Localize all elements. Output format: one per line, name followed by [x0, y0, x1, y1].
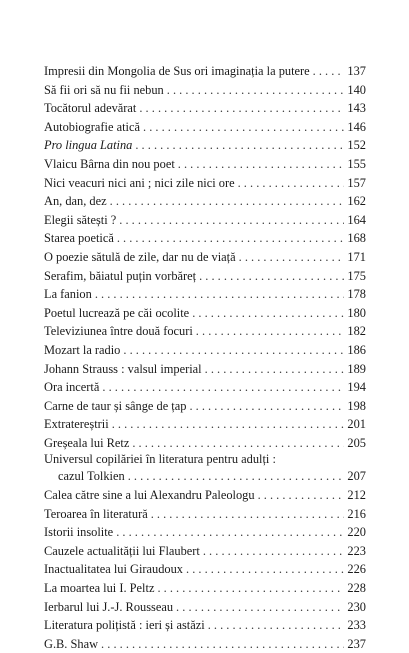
toc-entry-title: Autobiografie atică: [44, 119, 140, 134]
toc-entry: [44, 62, 366, 81]
toc-entry-page-number: 168: [347, 231, 366, 246]
dot-leader: [101, 635, 344, 653]
dot-leader: [196, 322, 345, 341]
toc-entry-page-number: 201: [347, 417, 366, 432]
dot-leader: [95, 285, 345, 304]
toc-entry: [44, 486, 366, 505]
dot-leader: [192, 304, 344, 323]
toc-entry-page-number: 226: [347, 562, 366, 577]
toc-entry: [44, 229, 366, 248]
toc-entry-title: Greșeala lui Retz: [44, 435, 130, 450]
toc-entry-title: Carne de taur și sânge de țap: [44, 398, 187, 413]
dot-leader: [157, 579, 344, 598]
toc-entry-page-number: 223: [347, 543, 366, 558]
toc-entry-page-number: 162: [347, 194, 366, 209]
toc-entry-title: Poetul lucrează pe căi ocolite: [44, 305, 190, 320]
toc-entry-title: Inactualitatea lui Giraudoux: [44, 562, 183, 577]
toc-entry-continuation: [44, 467, 366, 486]
dot-leader: [178, 155, 345, 174]
toc-entry-title: Extratereștrii: [44, 417, 109, 432]
toc-entry-title: Literatura polițistă : ieri și astăzi: [44, 618, 205, 633]
toc-entry-page-number: 237: [347, 636, 366, 651]
dot-leader: [116, 523, 344, 542]
toc-entry-page-number: 182: [347, 324, 366, 339]
toc-entry: [44, 118, 366, 137]
toc-entry: [44, 560, 366, 579]
toc-entry-title: Johann Strauss : valsul imperial: [44, 361, 202, 376]
toc-entry: [44, 304, 366, 323]
toc-entry-title: Impresii din Mongolia de Sus ori imaginația la putere: [44, 64, 310, 78]
toc-entry-page-number: 228: [347, 581, 366, 596]
toc-entry-title: Mozart la radio: [44, 342, 121, 357]
toc-entry-page-number: 220: [347, 525, 366, 540]
dot-leader: [112, 415, 345, 434]
dot-leader: [258, 486, 345, 505]
toc-entry-title: Ierbarul lui J.-J. Rousseau: [44, 599, 174, 614]
toc-entry-page-number: 140: [347, 82, 366, 97]
toc-entry-page-number: 194: [347, 380, 366, 395]
toc-entry-title: Televiziunea între două focuri: [44, 324, 193, 339]
toc-entry: [44, 360, 366, 379]
dot-leader: [167, 81, 345, 100]
toc-entry: [44, 397, 366, 416]
dot-leader: [123, 341, 344, 360]
dot-leader: [117, 229, 345, 248]
toc-entry: [44, 174, 366, 193]
toc-entry-page-number: 178: [347, 287, 366, 302]
toc-entry-page-number: 230: [347, 599, 366, 614]
toc-entry: [44, 192, 366, 211]
toc-entry-title: Tocătorul adevărat: [44, 101, 137, 116]
dot-leader: [208, 616, 345, 635]
toc-entry-title: Starea poetică: [44, 231, 114, 246]
toc-entry-title: La moartea lui I. Peltz: [44, 581, 155, 596]
toc-entry-page-number: 146: [347, 119, 366, 134]
dot-leader: [110, 192, 345, 211]
toc-entry: [44, 415, 366, 434]
dot-leader: [139, 99, 344, 118]
toc-entry-page-number: 175: [347, 268, 366, 283]
toc-entry: [44, 616, 366, 635]
toc-entry-title: Nici veacuri nici ani ; nici zile nici ore: [44, 175, 235, 190]
toc-entry-title: Cauzele actualității lui Flaubert: [44, 543, 200, 558]
toc-entry-page-number: 205: [347, 435, 366, 450]
dot-leader: [238, 174, 345, 193]
toc-entry-page-number: 186: [347, 342, 366, 357]
toc-entry: [44, 99, 366, 118]
toc-entry: [44, 248, 366, 267]
dot-leader: [203, 542, 345, 561]
toc-entry: [44, 434, 366, 453]
toc-entry: [44, 505, 366, 524]
toc-entry-title: G.B. Shaw: [44, 636, 99, 651]
toc-entry: [44, 452, 366, 467]
toc-entry-title: Vlaicu Bârna din nou poet: [44, 156, 175, 171]
toc-entry: [44, 211, 366, 230]
dot-leader: [176, 598, 344, 617]
toc-entry-title-continuation: cazul Tolkien: [58, 469, 125, 484]
dot-leader: [119, 211, 344, 230]
toc-entry-title: Teroarea în literatură: [44, 506, 148, 521]
toc-entry-page-number: 198: [347, 398, 366, 413]
toc-entry-title: Pro lingua Latina: [44, 138, 133, 153]
toc-entry-page-number: 171: [347, 249, 366, 264]
toc-entry-page-number: 207: [347, 469, 366, 484]
toc-entry-page-number: 233: [347, 618, 366, 633]
toc-entry-page-number: 155: [347, 156, 366, 171]
toc-entry-title: Ora incertă: [44, 380, 100, 395]
dot-leader: [239, 248, 345, 267]
toc-entry-page-number: 189: [347, 361, 366, 376]
dot-leader: [313, 62, 345, 81]
toc-entry: [44, 136, 366, 155]
toc-entry-title: Universul copilăriei în literatura pentru adulți :: [44, 452, 276, 467]
toc-entry-page-number: 164: [347, 212, 366, 227]
dot-leader: [186, 560, 344, 579]
dot-leader: [189, 397, 344, 416]
toc-entry-page-number: 152: [347, 138, 366, 153]
toc-entry: [44, 523, 366, 542]
toc-entry-page-number: 137: [347, 64, 366, 78]
toc-entry-title: Istorii insolite: [44, 525, 114, 540]
dot-leader: [102, 378, 344, 397]
dot-leader: [128, 467, 345, 486]
toc-entry-title: La fanion: [44, 287, 92, 302]
dot-leader: [143, 118, 344, 137]
toc-entry: [44, 598, 366, 617]
toc-entry-title: Elegii sătești ?: [44, 212, 117, 227]
toc-entry: [44, 285, 366, 304]
dot-leader: [135, 136, 344, 155]
toc-entry: [44, 341, 366, 360]
toc-entry: [44, 155, 366, 174]
dot-leader: [199, 267, 344, 286]
toc-entry-page-number: 216: [347, 506, 366, 521]
toc-entry-page-number: 212: [347, 488, 366, 503]
toc-entry-title: Calea către sine a lui Alexandru Paleologu: [44, 488, 255, 503]
toc-entry: [44, 322, 366, 341]
toc-entry: [44, 635, 366, 653]
toc-entry-page-number: 143: [347, 101, 366, 116]
toc-entry: [44, 267, 366, 286]
toc-entry: [44, 579, 366, 598]
toc-entry-title: Să fii ori să nu fii nebun: [44, 82, 164, 97]
toc-entry: [44, 81, 366, 100]
dot-leader: [132, 434, 344, 453]
toc-entry-page-number: 157: [347, 175, 366, 190]
table-of-contents: [44, 62, 366, 653]
dot-leader: [205, 360, 345, 379]
toc-entry-page-number: 180: [347, 305, 366, 320]
toc-entry-title: Serafim, băiatul puțin vorbăreț: [44, 268, 197, 283]
toc-entry-title: O poezie sătulă de zile, dar nu de viață: [44, 249, 236, 264]
toc-entry: [44, 542, 366, 561]
toc-entry: [44, 378, 366, 397]
dot-leader: [151, 505, 345, 524]
toc-entry-title: An, dan, dez: [44, 194, 107, 209]
